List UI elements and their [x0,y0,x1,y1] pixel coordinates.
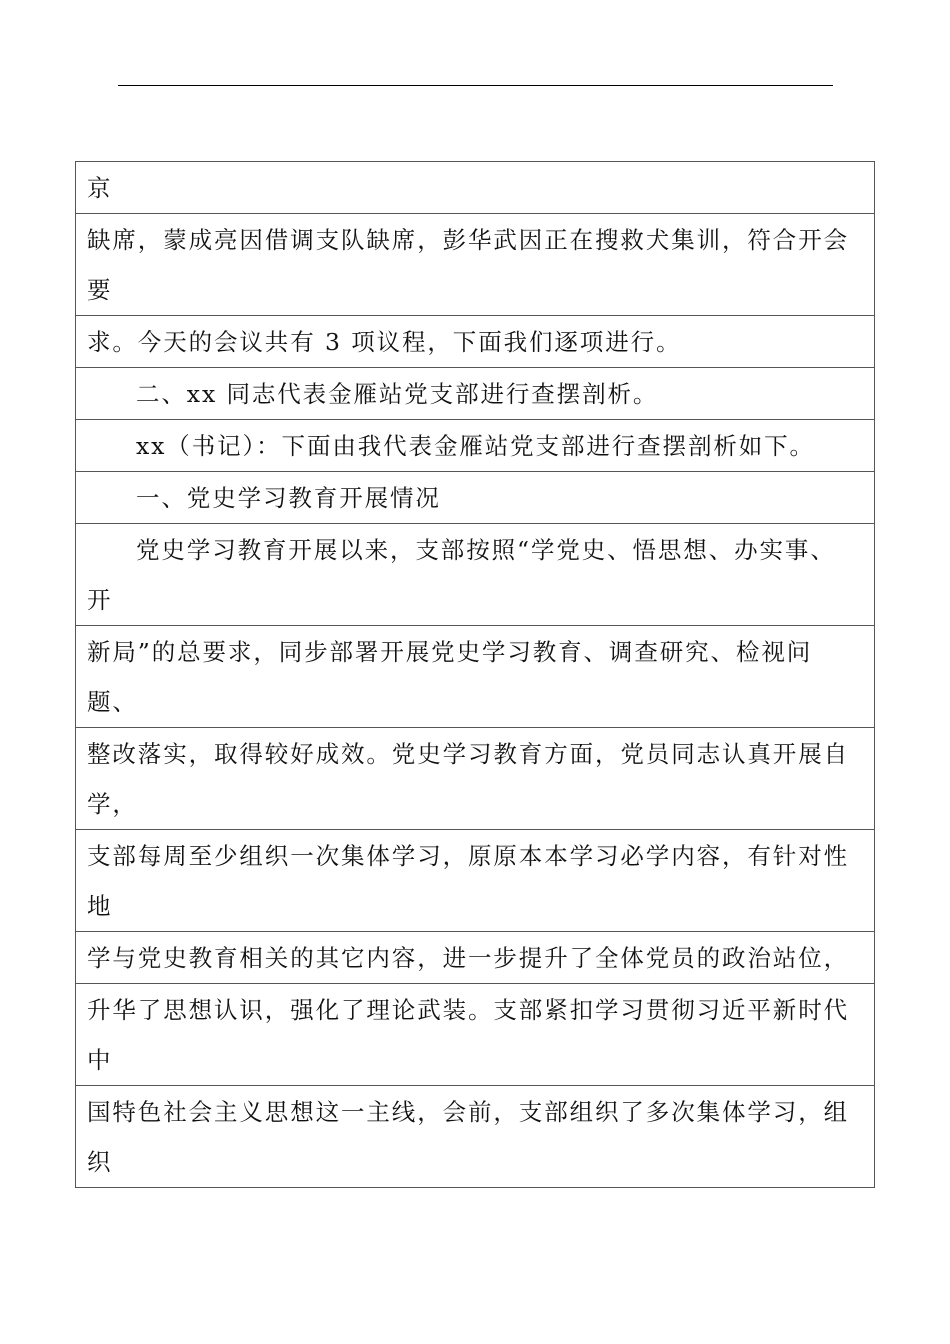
table-cell [76,728,875,830]
text-line: 升华了思想认识，强化了理论武装。支部紧扣学习贯彻习近平新时代 [87,996,849,1024]
table-cell [76,524,875,626]
table-row [76,830,875,932]
text-line: 开 [87,586,113,614]
table-row [76,932,875,984]
table-row [76,420,875,472]
table-cell [76,932,875,984]
text-line: 中 [87,1046,113,1074]
table-cell [76,214,875,316]
text-line: 新局”的总要求，同步部署开展党史学习教育、调查研究、检视问 [87,638,813,666]
text-line: 织 [87,1148,113,1176]
text-line: 地 [87,892,113,920]
header-rule [118,85,833,86]
text-line: 求。今天的会议共有 3 项议程，下面我们逐项进行。 [87,328,682,356]
text-line: 要 [87,276,113,304]
table-row [76,728,875,830]
table-row [76,524,875,626]
table-cell [76,984,875,1086]
text-line: 党史学习教育开展以来，支部按照“学党史、悟思想、办实事、 [136,536,836,564]
table-cell [76,472,875,524]
text-line: 学， [87,790,138,818]
text-line: 整改落实，取得较好成效。党史学习教育方面，党员同志认真开展自 [87,740,849,768]
text-line: 国特色社会主义思想这一主线，会前，支部组织了多次集体学习，组 [87,1098,849,1126]
table-cell [76,626,875,728]
text-line: 学与党史教育相关的其它内容，进一步提升了全体党员的政治站位， [87,944,849,972]
text-line: 二、xx 同志代表金雁站党支部进行查摆剖析。 [136,380,659,408]
table-cell [76,162,875,214]
table-cell [76,368,875,420]
text-line: 京 [87,174,113,202]
table-row [76,214,875,316]
table-cell [76,420,875,472]
text-line: 题、 [87,688,138,716]
table-row [76,162,875,214]
table-cell [76,1086,875,1188]
table-cell [76,316,875,368]
table-row [76,472,875,524]
content-table [75,161,875,1188]
table-row [76,1086,875,1188]
text-line: 支部每周至少组织一次集体学习，原原本本学习必学内容，有针对性 [87,842,849,870]
table-row [76,626,875,728]
table-row [76,368,875,420]
text-line: 缺席，蒙成亮因借调支队缺席，彭华武因正在搜救犬集训，符合开会 [87,226,849,254]
table-row [76,984,875,1086]
table-row [76,316,875,368]
table-cell [76,830,875,932]
text-line: xx（书记）：下面由我代表金雁站党支部进行查摆剖析如下。 [136,432,815,460]
section-heading: 一、党史学习教育开展情况 [136,484,441,512]
